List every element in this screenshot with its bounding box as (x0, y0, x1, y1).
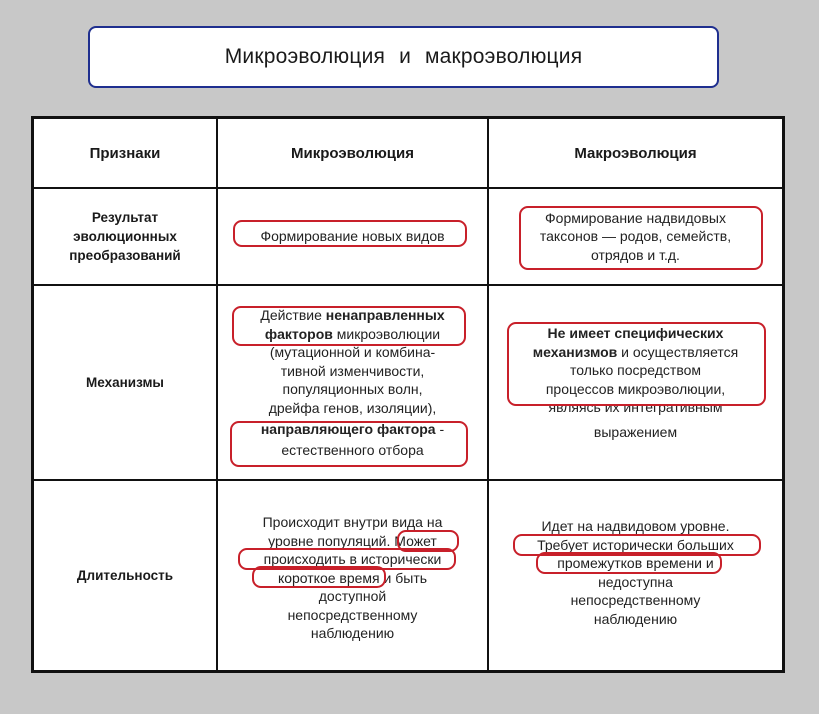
text-span: - (435, 421, 445, 437)
cell-duration-micro (218, 513, 487, 643)
cell-duration-macro (489, 517, 782, 628)
text-line: наблюдению (593, 610, 678, 627)
title-part1: Микроэволюция (224, 45, 386, 68)
text-line: выражением (593, 423, 678, 440)
result-macro-line: Формирование надвидовых (545, 209, 726, 226)
text-bold: факторов (264, 325, 333, 342)
text-line: тивной изменчивости, (280, 362, 425, 379)
cell-result-micro (218, 189, 487, 284)
row-label-line: Результат (91, 210, 159, 225)
text-line: наблюдению (310, 625, 395, 641)
text-bold: механизмов (532, 343, 618, 360)
text-bold: направляющего фактора (260, 421, 436, 437)
row-label-duration: Длительность (76, 568, 174, 583)
header-micro: Микроэволюция (291, 144, 414, 162)
text-bold: ненаправленных (325, 307, 445, 323)
text-span: микроэволюции (332, 325, 441, 342)
cell-mechanisms-micro (218, 306, 487, 459)
text-span: и осуществляется (617, 343, 739, 360)
header-macro: Макроэволюция (574, 144, 697, 162)
text-line: непосредственному (570, 592, 701, 608)
text-line: происходить в исторически (263, 551, 442, 567)
text-span: уровне популяций. (268, 532, 391, 549)
text-span: короткое время (277, 569, 380, 586)
title-conjunction: и (399, 45, 412, 68)
title-box (88, 26, 719, 88)
row-label-line: преобразований (69, 248, 181, 263)
text-span: и (702, 555, 714, 571)
text-line: непосредственному (287, 606, 418, 623)
text-span: Может (394, 532, 437, 549)
comparison-table (31, 116, 785, 673)
header-features: Признаки (89, 144, 161, 162)
text-line: популяционных волн, (282, 381, 423, 397)
text-line: (мутационной и комбина- (269, 344, 436, 360)
text-line: Происходит внутри вида на (262, 514, 443, 530)
result-macro-line: отрядов и т.д. (591, 246, 680, 263)
text-line: Требует исторически больших (537, 536, 734, 553)
row-label-result (34, 189, 216, 284)
text-line: естественного отбора (281, 441, 424, 458)
text-line: дрейфа генов, изоляции), (268, 399, 437, 416)
cell-result-macro (489, 189, 782, 284)
cell-mechanisms-macro (489, 324, 782, 441)
text-span: промежутков времени (557, 555, 702, 571)
text-line: являясь их интегративным (548, 399, 723, 415)
text-bold: Не имеет специфических (547, 325, 724, 341)
text-line: только посредством (569, 362, 702, 378)
title-part2: макроэволюция (425, 45, 583, 68)
text-line: доступной (318, 588, 387, 604)
result-macro-line: таксонов — родов, семейств, (539, 228, 732, 245)
row-label-mechanisms: Механизмы (86, 375, 164, 390)
result-micro-text: Формирование новых видов (260, 228, 445, 245)
text-line: недоступна (598, 573, 673, 590)
text-span: Действие (260, 307, 326, 323)
text-span: и быть (379, 569, 428, 586)
row-label-line: эволюционных (73, 229, 177, 244)
text-line: Идет на надвидовом уровне. (541, 518, 730, 534)
text-line: процессов микроэволюции, (545, 380, 726, 397)
